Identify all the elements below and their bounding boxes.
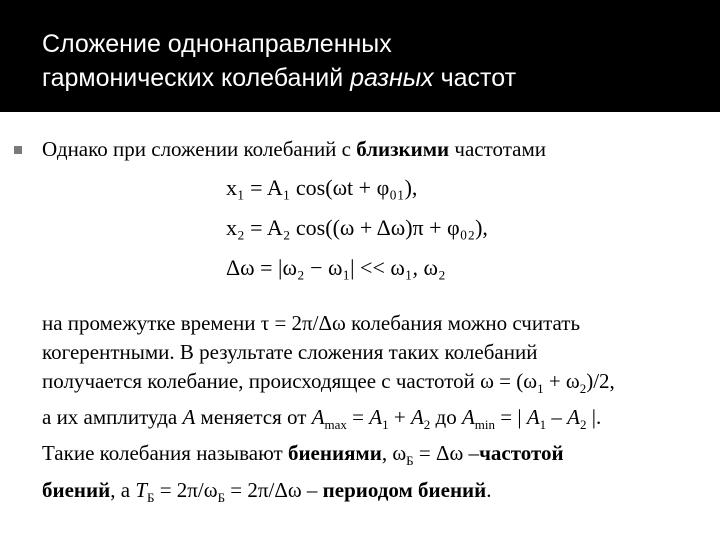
paragraph-line: биений, а $T_Б = 2\pi/\omega_Б = 2\pi/\Delta\omega$ – периодом биений.	[42, 477, 492, 505]
intro-bold: близкими	[356, 137, 450, 161]
formula-block	[226, 168, 488, 288]
explanation-paragraph	[42, 309, 712, 512]
title-emphasis: разных	[350, 64, 434, 92]
title-line-2-end: частот	[433, 64, 517, 92]
slide-title	[42, 27, 516, 95]
intro-text	[42, 134, 546, 164]
title-bar	[0, 0, 720, 112]
paragraph-line: Такие колебания называют биениями, $\omega_Б = \Delta\omega$ –частотой	[42, 441, 564, 469]
paragraph-line: а их амплитуда A меняется от $A_{max} = A_1 + A_2$ до $A_{min}$ = | $A_1 - A_2$ |.	[42, 405, 602, 433]
paragraph-line: на промежутке времени τ = 2π/Δω колебания можно считать	[42, 311, 581, 335]
intro-end: частотами	[449, 137, 547, 161]
bullet-square-icon	[14, 146, 22, 154]
paragraph-line: получается колебание, происходящее с частотой $\omega = (\omega_1 + \omega_2)/2$,	[42, 369, 615, 397]
title-line-1: Сложение однонаправленных	[42, 30, 392, 58]
formula-x2: x₂ = A₂ cos((ω + Δω)π + φ₀₂),	[226, 215, 488, 240]
intro-start: Однако при сложении колебаний с	[42, 137, 357, 161]
formula-delta-omega: Δω = |ω₂ − ω₁| << ω₁, ω₂	[226, 255, 446, 280]
paragraph-line: когерентными. В результате сложения таких колебаний	[42, 340, 538, 364]
title-line-2-start: гармонических колебаний	[42, 64, 351, 92]
formula-x1: x₁ = A₁ cos(ωt + φ₀₁),	[226, 175, 418, 200]
